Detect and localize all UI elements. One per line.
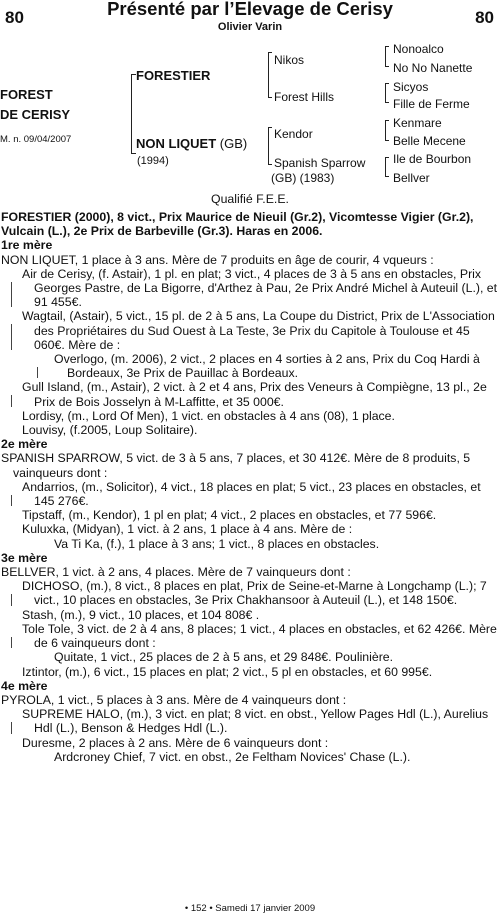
- dam2-line: Va Ti Ka, (f.), 1 place à 3 ans; 1 vict., 8 places en obstacles.: [54, 536, 380, 551]
- sire-sire: Nikos: [274, 53, 305, 67]
- dam4-line: Duresme, 2 places à 2 ans. Mère de 6 vainqueurs dont :: [22, 735, 329, 750]
- ancestor-1: Nonoalco: [393, 42, 444, 56]
- sire-record: FORESTIER (2000), 8 vict., Prix Maurice de Nieuil (Gr.2), Vicomtesse Vigier (Gr.2), Vulcain (L.), 2e Prix de Barbeville (Gr.3). Haras en 2006.: [1, 210, 474, 239]
- dam3-line: Quitate, 1 vict., 25 places de 2 à 5 ans, et 29 848€. Poulinière.: [54, 650, 394, 665]
- pedigree-notes: [1, 210, 499, 764]
- dam3-line: BELLVER, 1 vict. à 2 ans, 4 places. Mère de 7 vainqueurs dont :: [1, 565, 351, 580]
- dam1-line: Louvisy, (f.2005, Loup Solitaire).: [22, 423, 198, 438]
- dam4-line: SUPREME HALO, (m.), 3 vict. en plat; 8 vict. en obst., Yellow Pages Hdl (L.), Aurelius Hdl (L.), Benson & Hedges Hdl (L.).: [1, 707, 499, 735]
- dam3-line: Tole Tole, 3 vict. de 2 à 4 ans, 8 places; 1 vict., 4 places en obstacles, et 62 426€. Mère de 6 vainqueurs dont :: [1, 622, 499, 650]
- dam3-line: Iztintor, (m.), 6 vict., 15 places en plat; 2 vict., 5 pl en obstacles, et 60 995€.: [22, 664, 433, 679]
- ancestor-4: Fille de Ferme: [393, 97, 470, 111]
- page-title: Présenté par l’Elevage de Cerisy: [107, 0, 393, 19]
- ancestor-2: No No Nanette: [393, 61, 473, 75]
- dam-dam-extra: (GB) (1983): [271, 171, 335, 185]
- dam4-line: PYROLA, 1 vict., 5 places à 3 ans. Mère de 4 vainqueurs dont :: [1, 692, 347, 707]
- dam2-heading: 2e mère: [1, 437, 48, 452]
- dam1-line: Air de Cerisy, (f. Astair), 1 pl. en plat; 3 vict., 4 places de 3 à 5 ans en obstacles, Prix Georges Pastre, de La Bigorre, d'Arthez à Pau, 2e Prix André Michel à Auteuil (L.), et 91 455€.: [1, 267, 499, 310]
- dam2-line: Kuluxka, (Midyan), 1 vict. à 2 ans, 1 place à 4 ans. Mère de :: [22, 522, 353, 537]
- sire-name: FORESTIER: [136, 68, 211, 83]
- horse-name-line1: FOREST: [0, 87, 53, 102]
- lot-number-right: 80: [475, 8, 494, 27]
- ancestor-7: Ile de Bourbon: [393, 152, 472, 166]
- ancestor-5: Kenmare: [393, 116, 442, 130]
- dam2-line: Tipstaff, (m., Kendor), 1 pl en plat; 4 vict., 2 places en obstacles, et 77 596€.: [22, 508, 437, 523]
- owner-name: Olivier Varin: [217, 21, 283, 33]
- birth-date: M. n. 09/04/2007: [0, 134, 72, 145]
- dam1-heading: 1re mère: [1, 238, 53, 253]
- dam2-line: SPANISH SPARROW, 5 vict. de 3 à 5 ans, 7 places, et 30 412€. Mère de 8 produits, 5 vainqueurs dont :: [1, 451, 471, 480]
- dam1-line: Overlogo, (m. 2006), 2 vict., 2 places en 4 sorties à 2 ans, Prix du Coq Hardi à Bordeaux, 3e Prix de Pauillac à Bordeaux.: [1, 352, 499, 380]
- ancestor-8: Bellver: [393, 171, 430, 185]
- dam-sire: Kendor: [274, 127, 313, 141]
- dam2-line: Andarrios, (m., Solicitor), 4 vict., 18 places en plat; 5 vict., 23 places en obstacles, et 145 276€.: [1, 480, 499, 508]
- dam-country: (GB): [219, 136, 248, 151]
- horse-name-line2: DE CERISY: [0, 107, 71, 122]
- sire-dam: Forest Hills: [274, 90, 335, 104]
- dam-year: (1994): [137, 155, 169, 167]
- dam1-line: Gull Island, (m., Astair), 2 vict. à 2 et 4 ans, Prix des Veneurs à Compiègne, 13 pl., 2e Prix de Bois Josselyn à M-Laffitte, et 35 000€.: [1, 380, 499, 408]
- ancestor-6: Belle Mecene: [393, 134, 466, 148]
- dam-name-text: NON LIQUET: [136, 136, 217, 151]
- dam1-line: NON LIQUET, 1 place à 3 ans. Mère de 7 produits en âge de courir, 4 vqueurs :: [1, 252, 434, 267]
- ancestor-3: Sicyos: [393, 80, 429, 94]
- dam1-line: Lordisy, (m., Lord Of Men), 1 vict. en obstacles à 4 ans (08), 1 place.: [22, 408, 395, 423]
- lot-number-left: 80: [5, 8, 24, 27]
- qualification: Qualifié F.E.E.: [211, 192, 289, 206]
- dam4-line: Ardcroney Chief, 7 vict. en obst., 2e Feltham Novices' Chase (L.).: [54, 749, 411, 764]
- dam3-line: DICHOSO, (m.), 8 vict., 8 places en plat, Prix de Seine-et-Marne à Longchamp (L.); 7 vict., 10 places en obstacles, 3e Prix Chakhansoor à Auteuil (L.), et 148 150€.: [1, 579, 499, 607]
- dam4-heading: 4e mère: [1, 678, 48, 693]
- dam3-heading: 3e mère: [1, 550, 48, 565]
- dam-name: [136, 137, 247, 151]
- dam-dam: Spanish Sparrow: [274, 156, 366, 170]
- dam3-line: Stash, (m.), 9 vict., 10 places, et 104 808€ .: [22, 607, 260, 622]
- dam1-line: Wagtail, (Astair), 5 vict., 15 pl. de 2 à 5 ans, La Coupe du District, Prix de L'Association des Propriétaires du Sud Ouest à La Teste, 3e Prix du Capitole à Toulouse et 45 060€. Mère de :: [1, 309, 499, 352]
- page-footer: • 152 • Samedi 17 janvier 2009: [184, 903, 316, 914]
